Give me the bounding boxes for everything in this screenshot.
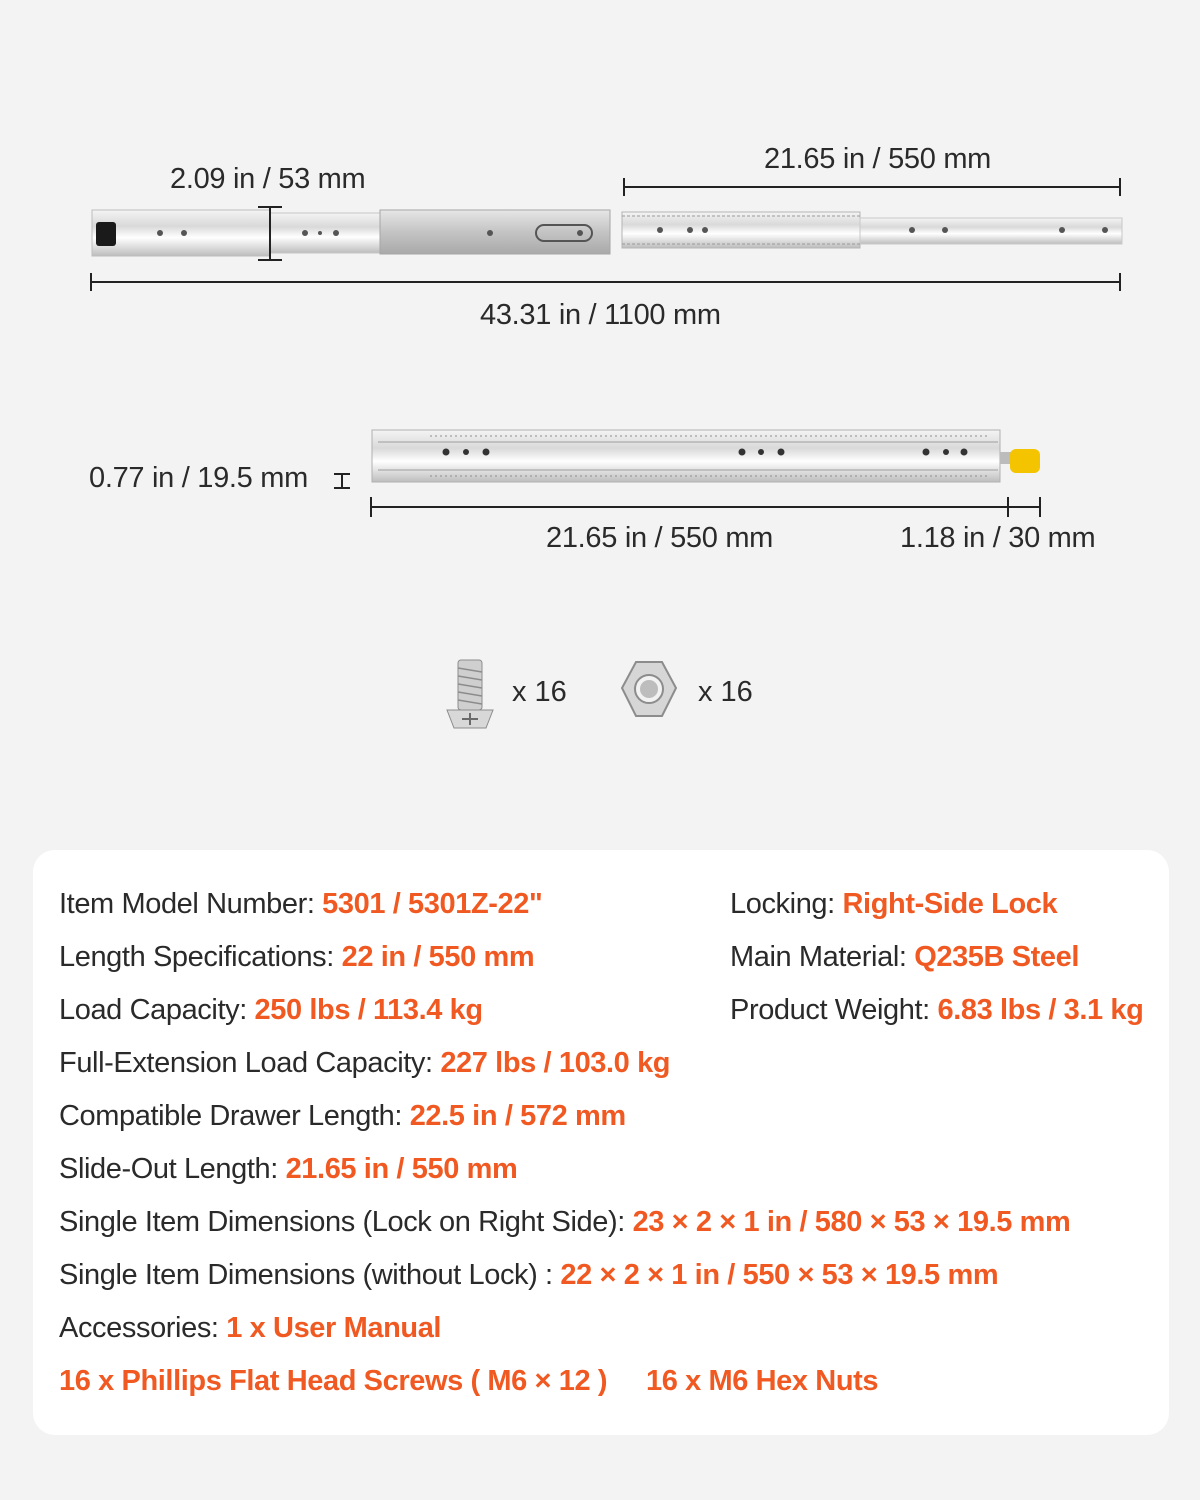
lock-lever	[1010, 449, 1040, 473]
spec-label: Compatible Drawer Length:	[59, 1100, 403, 1132]
nut-quantity: x 16	[698, 676, 753, 708]
extended-rail	[92, 210, 1122, 256]
spec-value: 227 lbs / 103.0 kg	[440, 1047, 671, 1079]
spec-value: Right-Side Lock	[842, 888, 1058, 920]
spec-locking	[730, 888, 1057, 921]
screw-quantity: x 16	[512, 676, 567, 708]
spec-dimensions-lock	[59, 1206, 1070, 1239]
spec-value: 22.5 in / 572 mm	[409, 1100, 626, 1132]
spec-value: 6.83 lbs / 3.1 kg	[937, 994, 1144, 1026]
spec-value: 21.65 in / 550 mm	[285, 1153, 518, 1185]
spec-label: Product Weight:	[730, 994, 930, 1026]
spec-label: Slide-Out Length:	[59, 1153, 278, 1185]
spec-full-extension-load	[59, 1047, 670, 1080]
closed-rail	[372, 430, 1040, 482]
rail-width-label: 2.09 in / 53 mm	[170, 163, 366, 195]
spec-screws: 16 x Phillips Flat Head Screws ( M6 × 12 )	[59, 1365, 608, 1397]
spec-label: Load Capacity:	[59, 994, 247, 1026]
spec-value: 1 x User Manual	[226, 1312, 442, 1344]
spec-weight	[730, 994, 1143, 1027]
spec-value: 22 × 2 × 1 in / 550 × 53 × 19.5 mm	[560, 1259, 999, 1291]
spec-label: Length Specifications:	[59, 941, 334, 973]
total-length-label: 43.31 in / 1100 mm	[480, 299, 721, 331]
spec-value: 5301 / 5301Z-22"	[322, 888, 543, 920]
spec-label: Full-Extension Load Capacity:	[59, 1047, 433, 1079]
spec-value: Q235B Steel	[914, 941, 1080, 973]
rail-thickness-label: 0.77 in / 19.5 mm	[89, 462, 308, 494]
spec-accessories	[59, 1312, 441, 1345]
spec-slide-out	[59, 1153, 517, 1186]
hex-nut-icon	[622, 662, 676, 716]
lock-length-label: 1.18 in / 30 mm	[900, 522, 1096, 554]
spec-label: Single Item Dimensions (Lock on Right Side):	[59, 1206, 625, 1238]
spec-length	[59, 941, 534, 974]
spec-value: 22 in / 550 mm	[341, 941, 535, 973]
spec-label: Item Model Number:	[59, 888, 315, 920]
spec-label: Main Material:	[730, 941, 907, 973]
spec-label: Accessories:	[59, 1312, 219, 1344]
spec-model	[59, 888, 542, 921]
spec-value: 23 × 2 × 1 in / 580 × 53 × 19.5 mm	[632, 1206, 1071, 1238]
spec-drawer-length	[59, 1100, 626, 1133]
spec-dimensions-no-lock	[59, 1259, 998, 1292]
spec-label: Locking:	[730, 888, 835, 920]
spec-material	[730, 941, 1079, 974]
spec-value: 250 lbs / 113.4 kg	[254, 994, 483, 1026]
spec-load-capacity	[59, 994, 483, 1027]
spec-nuts: 16 x M6 Hex Nuts	[646, 1365, 879, 1397]
spec-label: Single Item Dimensions (without Lock) :	[59, 1259, 553, 1291]
spec-card	[33, 850, 1169, 1435]
screw-icon	[447, 660, 493, 728]
extension-length-label: 21.65 in / 550 mm	[764, 143, 992, 175]
closed-length-label: 21.65 in / 550 mm	[546, 522, 774, 554]
